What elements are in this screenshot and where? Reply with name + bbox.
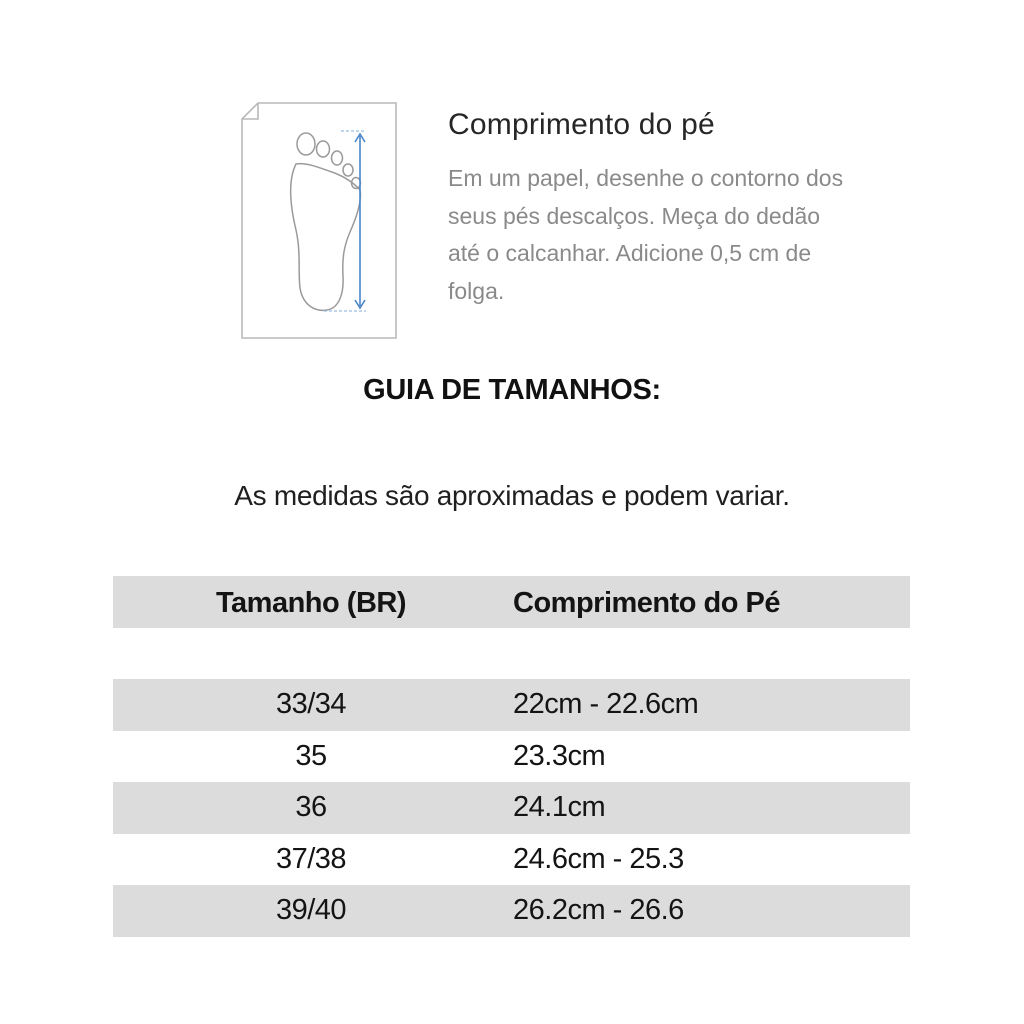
length-cell: 26.2cm - 26.6 <box>513 894 684 926</box>
header-size: Tamanho (BR) <box>215 587 406 619</box>
foot-measure-icon <box>238 100 400 342</box>
size-cell: 37/38 <box>275 842 347 875</box>
size-guide-title: GUIA DE TAMANHOS: <box>363 374 661 406</box>
table-row <box>113 731 910 783</box>
table-row <box>113 782 910 834</box>
size-cell: 36 <box>295 791 327 823</box>
instructions-title: Comprimento do pé <box>448 108 715 141</box>
table-spacer <box>113 628 910 680</box>
header-foot-length: Comprimento do Pé <box>513 587 781 619</box>
table-row <box>113 885 910 937</box>
length-cell: 24.1cm <box>513 791 606 823</box>
size-table <box>113 576 910 937</box>
table-row <box>113 834 910 886</box>
length-cell: 24.6cm - 25.3 <box>513 842 684 875</box>
length-cell: 23.3cm <box>513 739 606 772</box>
table-row <box>113 679 910 731</box>
table-header-row <box>113 576 910 628</box>
size-cell: 35 <box>295 739 327 772</box>
size-cell: 33/34 <box>275 688 347 720</box>
length-cell: 22cm - 22.6cm <box>513 688 699 720</box>
size-guide-note: As medidas são aproximadas e podem variar. <box>234 480 790 511</box>
instructions-block <box>448 108 868 310</box>
instructions-text: Em um papel, desenhe o contorno dos seus pés descalços. Meça do dedão até o calcanhar. Adicione 0,5 cm de folga. <box>448 165 844 304</box>
size-cell: 39/40 <box>275 894 347 926</box>
